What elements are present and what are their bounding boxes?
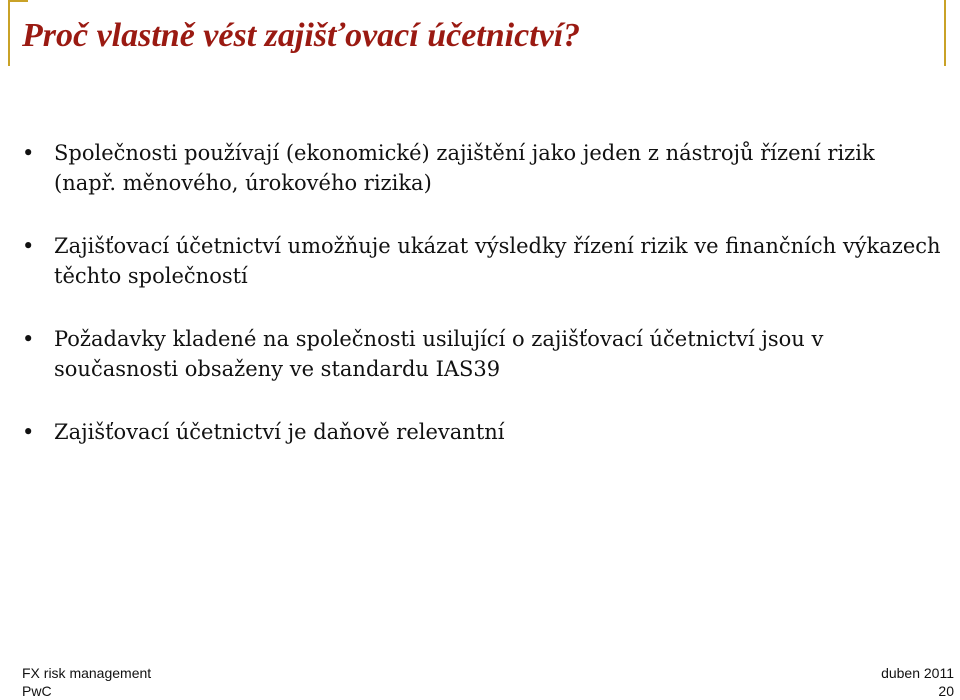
bullet-text: Společnosti používají (ekonomické) zajištění jako jeden z nástrojů řízení rizik (např. měnového, úrokového rizika): [54, 141, 875, 195]
bullet-icon: •: [22, 327, 35, 351]
decorative-frame-left: [8, 0, 10, 66]
bullet-icon: •: [22, 420, 35, 444]
bullet-icon: •: [22, 234, 35, 258]
bullet-icon: •: [22, 141, 35, 165]
footer-left: [22, 664, 151, 700]
footer-date: duben 2011: [881, 665, 954, 681]
slide-title: Proč vlastně vést zajišťovací účetnictví?: [22, 17, 581, 54]
footer-topic: FX risk management: [22, 665, 152, 681]
bullet-list: [22, 138, 942, 480]
footer-right: [881, 664, 954, 700]
bullet-item: [22, 324, 942, 384]
bullet-text: Zajišťovací účetnictví je daňově relevantní: [54, 420, 505, 444]
bullet-text: Požadavky kladené na společnosti usilující o zajišťovací účetnictví jsou v současnosti obsaženy ve standardu IAS39: [54, 327, 824, 381]
bullet-item: [22, 138, 942, 198]
page-number: 20: [938, 683, 954, 699]
decorative-frame-top: [8, 0, 28, 2]
bullet-item: [22, 417, 942, 447]
footer-company: PwC: [22, 683, 52, 699]
decorative-frame-right: [944, 0, 946, 66]
bullet-text: Zajišťovací účetnictví umožňuje ukázat výsledky řízení rizik ve finančních výkazech těchto společností: [54, 234, 941, 288]
bullet-item: [22, 231, 942, 291]
